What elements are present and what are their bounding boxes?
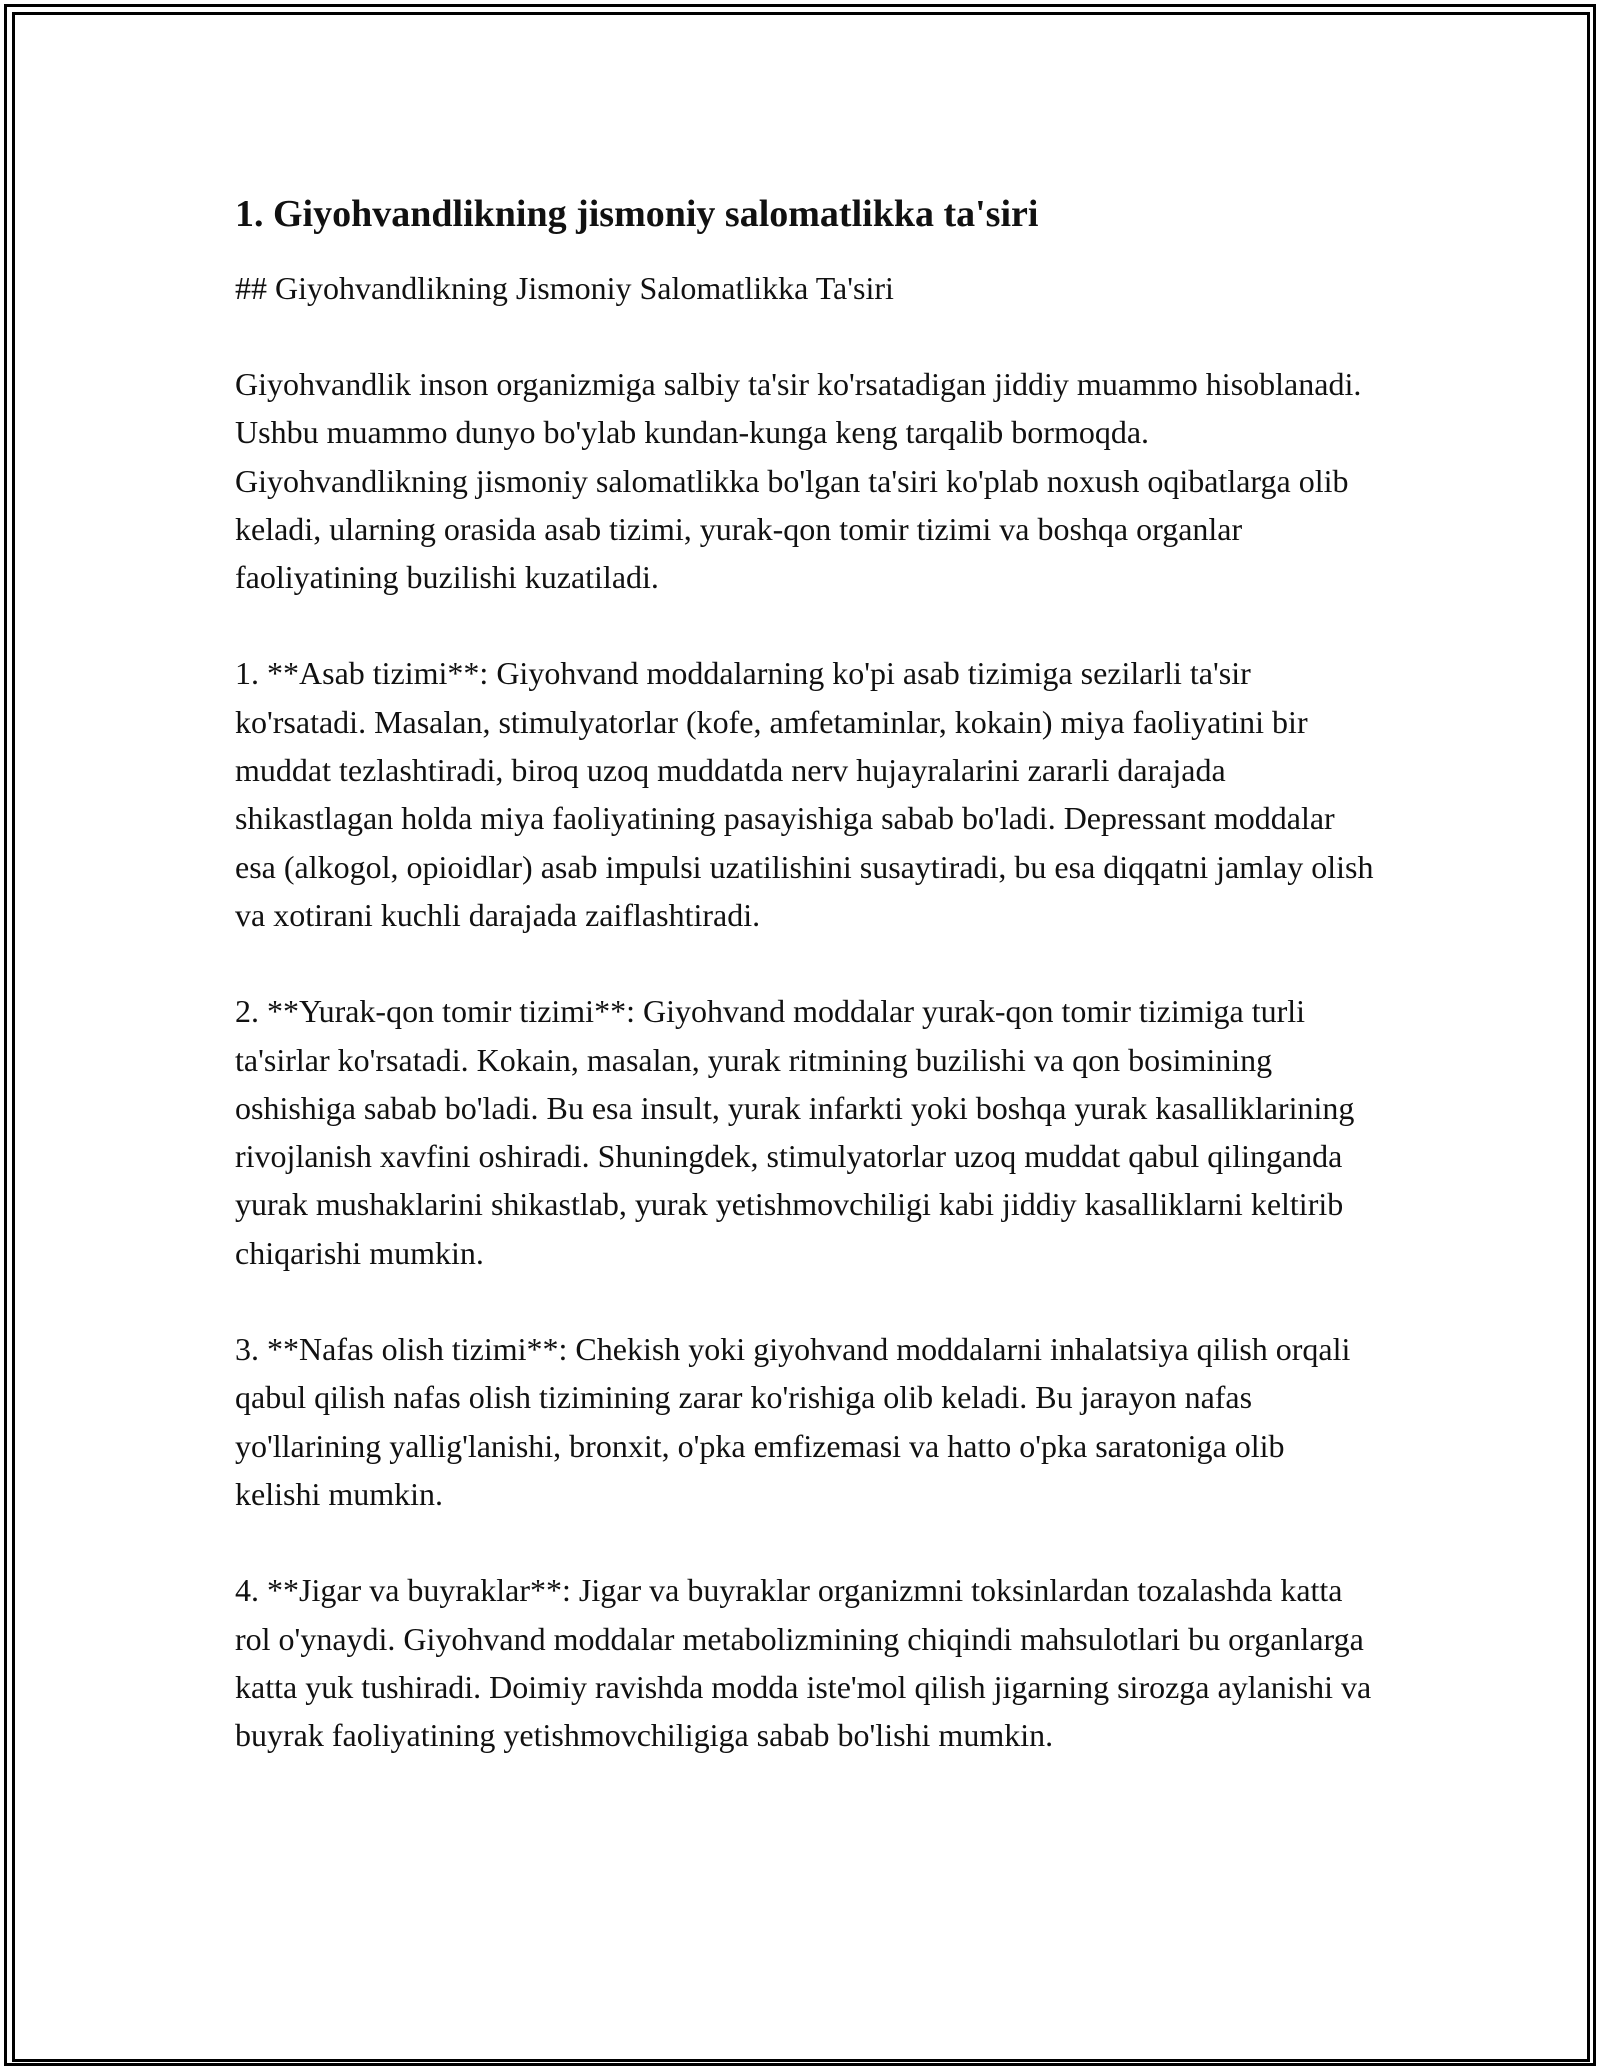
respiratory-paragraph: 3. **Nafas olish tizimi**: Chekish yoki giyohvand moddalarni inhalatsiya qilish orqali qabul qilish nafas olish tizimining zarar ko'rishiga olib keladi. Bu jarayon nafas yo'llarining yallig'lanishi, bronxit, o'pka emfizemasi va hatto o'pka saratoniga olib kelishi mumkin. — [235, 1331, 1351, 1512]
cardiovascular-paragraph: 2. **Yurak-qon tomir tizimi**: Giyohvand moddalar yurak-qon tomir tizimiga turli ta'sirlar ko'rsatadi. Kokain, masalan, yurak ritmining buzilishi va qon bosimining oshishiga sabab bo'ladi. Bu esa insult, yurak infarkti yoki boshqa yurak kasalliklarining rivojlanish xavfini oshiradi. Shuningdek, stimulyatorlar uzoq muddat qabul qilinganda yurak mushaklarini shikastlab, yurak yetishmovchiligi kabi jiddiy kasalliklarni keltirib chiqarishi mumkin. — [235, 993, 1355, 1271]
section-subheading: ## Giyohvandlikning Jismoniy Salomatlikka Ta'siri — [235, 270, 894, 306]
document-title: 1. Giyohvandlikning jismoniy salomatlikka ta'siri — [235, 193, 1039, 235]
liver-kidneys-paragraph: 4. **Jigar va buyraklar**: Jigar va buyraklar organizmni toksinlardan tozalashda katta rol o'ynaydi. Giyohvand moddalar metabolizmining chiqindi mahsulotlari bu organlarga katta yuk tushiradi. Doimiy ravishda modda iste'mol qilish jigarning sirozga aylanishi va buyrak faoliyatining yetishmovchiligiga sabab bo'lishi mumkin. — [235, 1572, 1372, 1754]
nervous-system-paragraph: 1. **Asab tizimi**: Giyohvand moddalarning ko'pi asab tizimiga sezilarli ta'sir ko'rsatadi. Masalan, stimulyatorlar (kofe, amfetaminlar, kokain) miya faoliyatini bir muddat tezlashtiradi, biroq uzoq muddatda nerv hujayralarini zararli darajada shikastlagan holda miya faoliyatining pasayishiga sabab bo'ladi. Depressant moddalar esa (alkogol, opioidlar) asab impulsi uzatilishini susaytiradi, bu esa diqqatni jamlay olish va xotirani kuchli darajada zaiflashtiradi. — [235, 655, 1374, 933]
intro-paragraph: Giyohvandlik inson organizmiga salbiy ta'sir ko'rsatadigan jiddiy muammo hisoblanadi. Ushbu muammo dunyo bo'ylab kundan-kunga keng tarqalib bormoqda. Giyohvandlikning jismoniy salomatlikka bo'lgan ta'siri ko'plab noxush oqibatlarga olib keladi, ularning orasida asab tizimi, yurak-qon tomir tizimi va boshqa organlar faoliyatining buzilishi kuzatiladi. — [235, 366, 1362, 596]
document-body — [235, 190, 1375, 1759]
